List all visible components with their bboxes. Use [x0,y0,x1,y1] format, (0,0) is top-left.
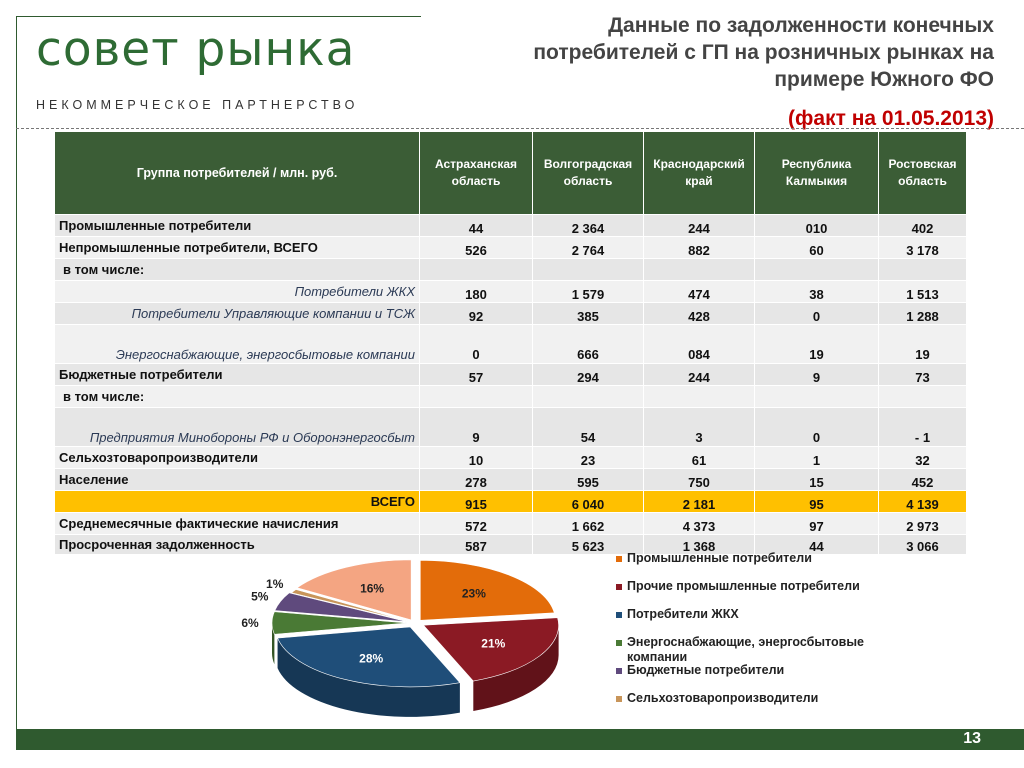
pie-data-label: 21% [481,636,506,651]
table-cell: 010 [755,215,879,237]
table-cell: 57 [420,364,533,386]
table-cell: 1 [755,447,879,469]
table-cell: 5 623 [533,535,644,555]
logo: совет рынка [36,22,356,77]
table-cell: 402 [879,215,967,237]
table-cell: 474 [644,281,755,303]
table-cell: 244 [644,215,755,237]
table-cell: 526 [420,237,533,259]
table-cell: 452 [879,469,967,491]
table-cell: 54 [533,408,644,447]
table-row [55,281,967,303]
table-cell: 15 [755,469,879,491]
table-cell: 19 [755,325,879,364]
legend-label: Потребители ЖКХ [627,607,739,621]
table-cell [533,259,644,281]
chart-legend [614,551,914,719]
table-row [55,303,967,325]
table-cell: 1 368 [644,535,755,555]
column-header: Астраханская область [420,132,533,215]
title-line: Данные по задолженности конечных [608,14,994,37]
slide-title [414,12,994,93]
legend-marker [616,556,622,562]
table-cell: 4 139 [879,491,967,513]
table-cell [644,259,755,281]
legend-marker [616,640,622,646]
table-cell: 38 [755,281,879,303]
row-label: Сельхозтоваропроизводители [55,447,420,469]
row-label: Потребители ЖКХ [55,281,420,303]
column-header: Волгоградская область [533,132,644,215]
table-cell [879,259,967,281]
table-cell: 084 [644,325,755,364]
table-cell: 44 [420,215,533,237]
table-cell: 915 [420,491,533,513]
table-cell: 9 [420,408,533,447]
column-header: Группа потребителей / млн. руб. [55,132,420,215]
row-label: в том числе: [55,259,420,281]
table-cell: 1 579 [533,281,644,303]
table-cell: 4 373 [644,513,755,535]
pie-chart [230,545,610,725]
table-cell [420,259,533,281]
table-cell [755,386,879,408]
pie-data-label: 28% [359,651,384,666]
table-cell: 19 [879,325,967,364]
table-cell: 180 [420,281,533,303]
legend-item [614,663,914,691]
legend-label: Промышленные потребители [627,551,812,565]
table-row [55,386,967,408]
table-cell [533,386,644,408]
divider-line [16,128,1024,129]
column-header: Краснодарский край [644,132,755,215]
pie-data-label: 23% [461,586,486,601]
table-cell: 92 [420,303,533,325]
table-cell: 595 [533,469,644,491]
legend-marker [616,696,622,702]
table-cell: 1 662 [533,513,644,535]
table-cell: 23 [533,447,644,469]
table-cell [879,386,967,408]
legend-label: Бюджетные потребители [627,663,785,677]
table-cell: 1 513 [879,281,967,303]
total-row [55,491,967,513]
row-label: в том числе: [55,386,420,408]
table-cell: 587 [420,535,533,555]
pie-slice [420,560,554,620]
row-label: Просроченная задолженность [55,535,420,555]
legend-marker [616,668,622,674]
pie-data-label: 1% [266,577,284,591]
pie-data-label: 5% [251,589,269,604]
table-row [55,237,967,259]
table-cell: 294 [533,364,644,386]
table-row [55,513,967,535]
table-row [55,447,967,469]
pie-data-label: 16% [360,581,385,596]
table-cell: 1 288 [879,303,967,325]
table-row [55,215,967,237]
table-cell: 278 [420,469,533,491]
legend-marker [616,584,622,590]
table-row [55,259,967,281]
row-label: Энергоснабжающие, энергосбытовые компании [55,325,420,364]
pie-data-label: 6% [241,616,259,630]
legend-item [614,635,914,663]
logo-tagline: НЕКОММЕРЧЕСКОЕ ПАРТНЕРСТВО [36,98,359,112]
title-line: потребителей с ГП на розничных рынках на [533,41,994,64]
legend-item [614,607,914,635]
table-cell: 6 040 [533,491,644,513]
row-label: ВСЕГО [55,491,420,513]
table-cell: 97 [755,513,879,535]
row-label: Население [55,469,420,491]
title-line: примере Южного ФО [774,68,994,91]
table-cell: 32 [879,447,967,469]
table-cell [420,386,533,408]
table-cell: 428 [644,303,755,325]
table-cell: 0 [755,303,879,325]
table-cell [644,386,755,408]
legend-marker [616,612,622,618]
table-cell: 10 [420,447,533,469]
table-cell: 61 [644,447,755,469]
table-cell: 2 764 [533,237,644,259]
column-header: Республика Калмыкия [755,132,879,215]
table-cell: 385 [533,303,644,325]
table-cell: 44 [755,535,879,555]
table-row [55,364,967,386]
table-cell: 3 066 [879,535,967,555]
table-cell: 95 [755,491,879,513]
footer-bar [16,729,1024,750]
table-cell: 0 [420,325,533,364]
table-cell: 9 [755,364,879,386]
legend-label: Прочие промышленные потребители [627,579,860,593]
table-row [55,469,967,491]
table-cell: - 1 [879,408,967,447]
table-cell: 244 [644,364,755,386]
debt-table [54,131,967,555]
table-cell: 882 [644,237,755,259]
frame-border-left [16,16,17,750]
legend-item [614,579,914,607]
frame-border-top [16,16,421,17]
legend-item [614,551,914,579]
table-cell: 750 [644,469,755,491]
legend-label: Энергоснабжающие, энергосбытовые компании [627,635,864,664]
table-cell: 3 [644,408,755,447]
legend-item [614,691,914,719]
table-cell: 572 [420,513,533,535]
row-label: Промышленные потребители [55,215,420,237]
row-label: Предприятия Минобороны РФ и Оборонэнергосбыт [55,408,420,447]
table-cell: 0 [755,408,879,447]
table-row [55,325,967,364]
legend-label: Сельхозтоваропроизводители [627,691,819,705]
table-cell: 73 [879,364,967,386]
table-cell: 2 364 [533,215,644,237]
slide-subtitle: (факт на 01.05.2013) [788,107,994,130]
row-label: Бюджетные потребители [55,364,420,386]
table-cell: 2 973 [879,513,967,535]
row-label: Среднемесячные фактические начисления [55,513,420,535]
table-cell: 666 [533,325,644,364]
table-cell [755,259,879,281]
column-header: Ростовская область [879,132,967,215]
table-row [55,408,967,447]
table-cell: 2 181 [644,491,755,513]
row-label: Потребители Управляющие компании и ТСЖ [55,303,420,325]
table-cell: 60 [755,237,879,259]
page-number: 13 [963,730,981,747]
row-label: Непромышленные потребители, ВСЕГО [55,237,420,259]
table-cell: 3 178 [879,237,967,259]
